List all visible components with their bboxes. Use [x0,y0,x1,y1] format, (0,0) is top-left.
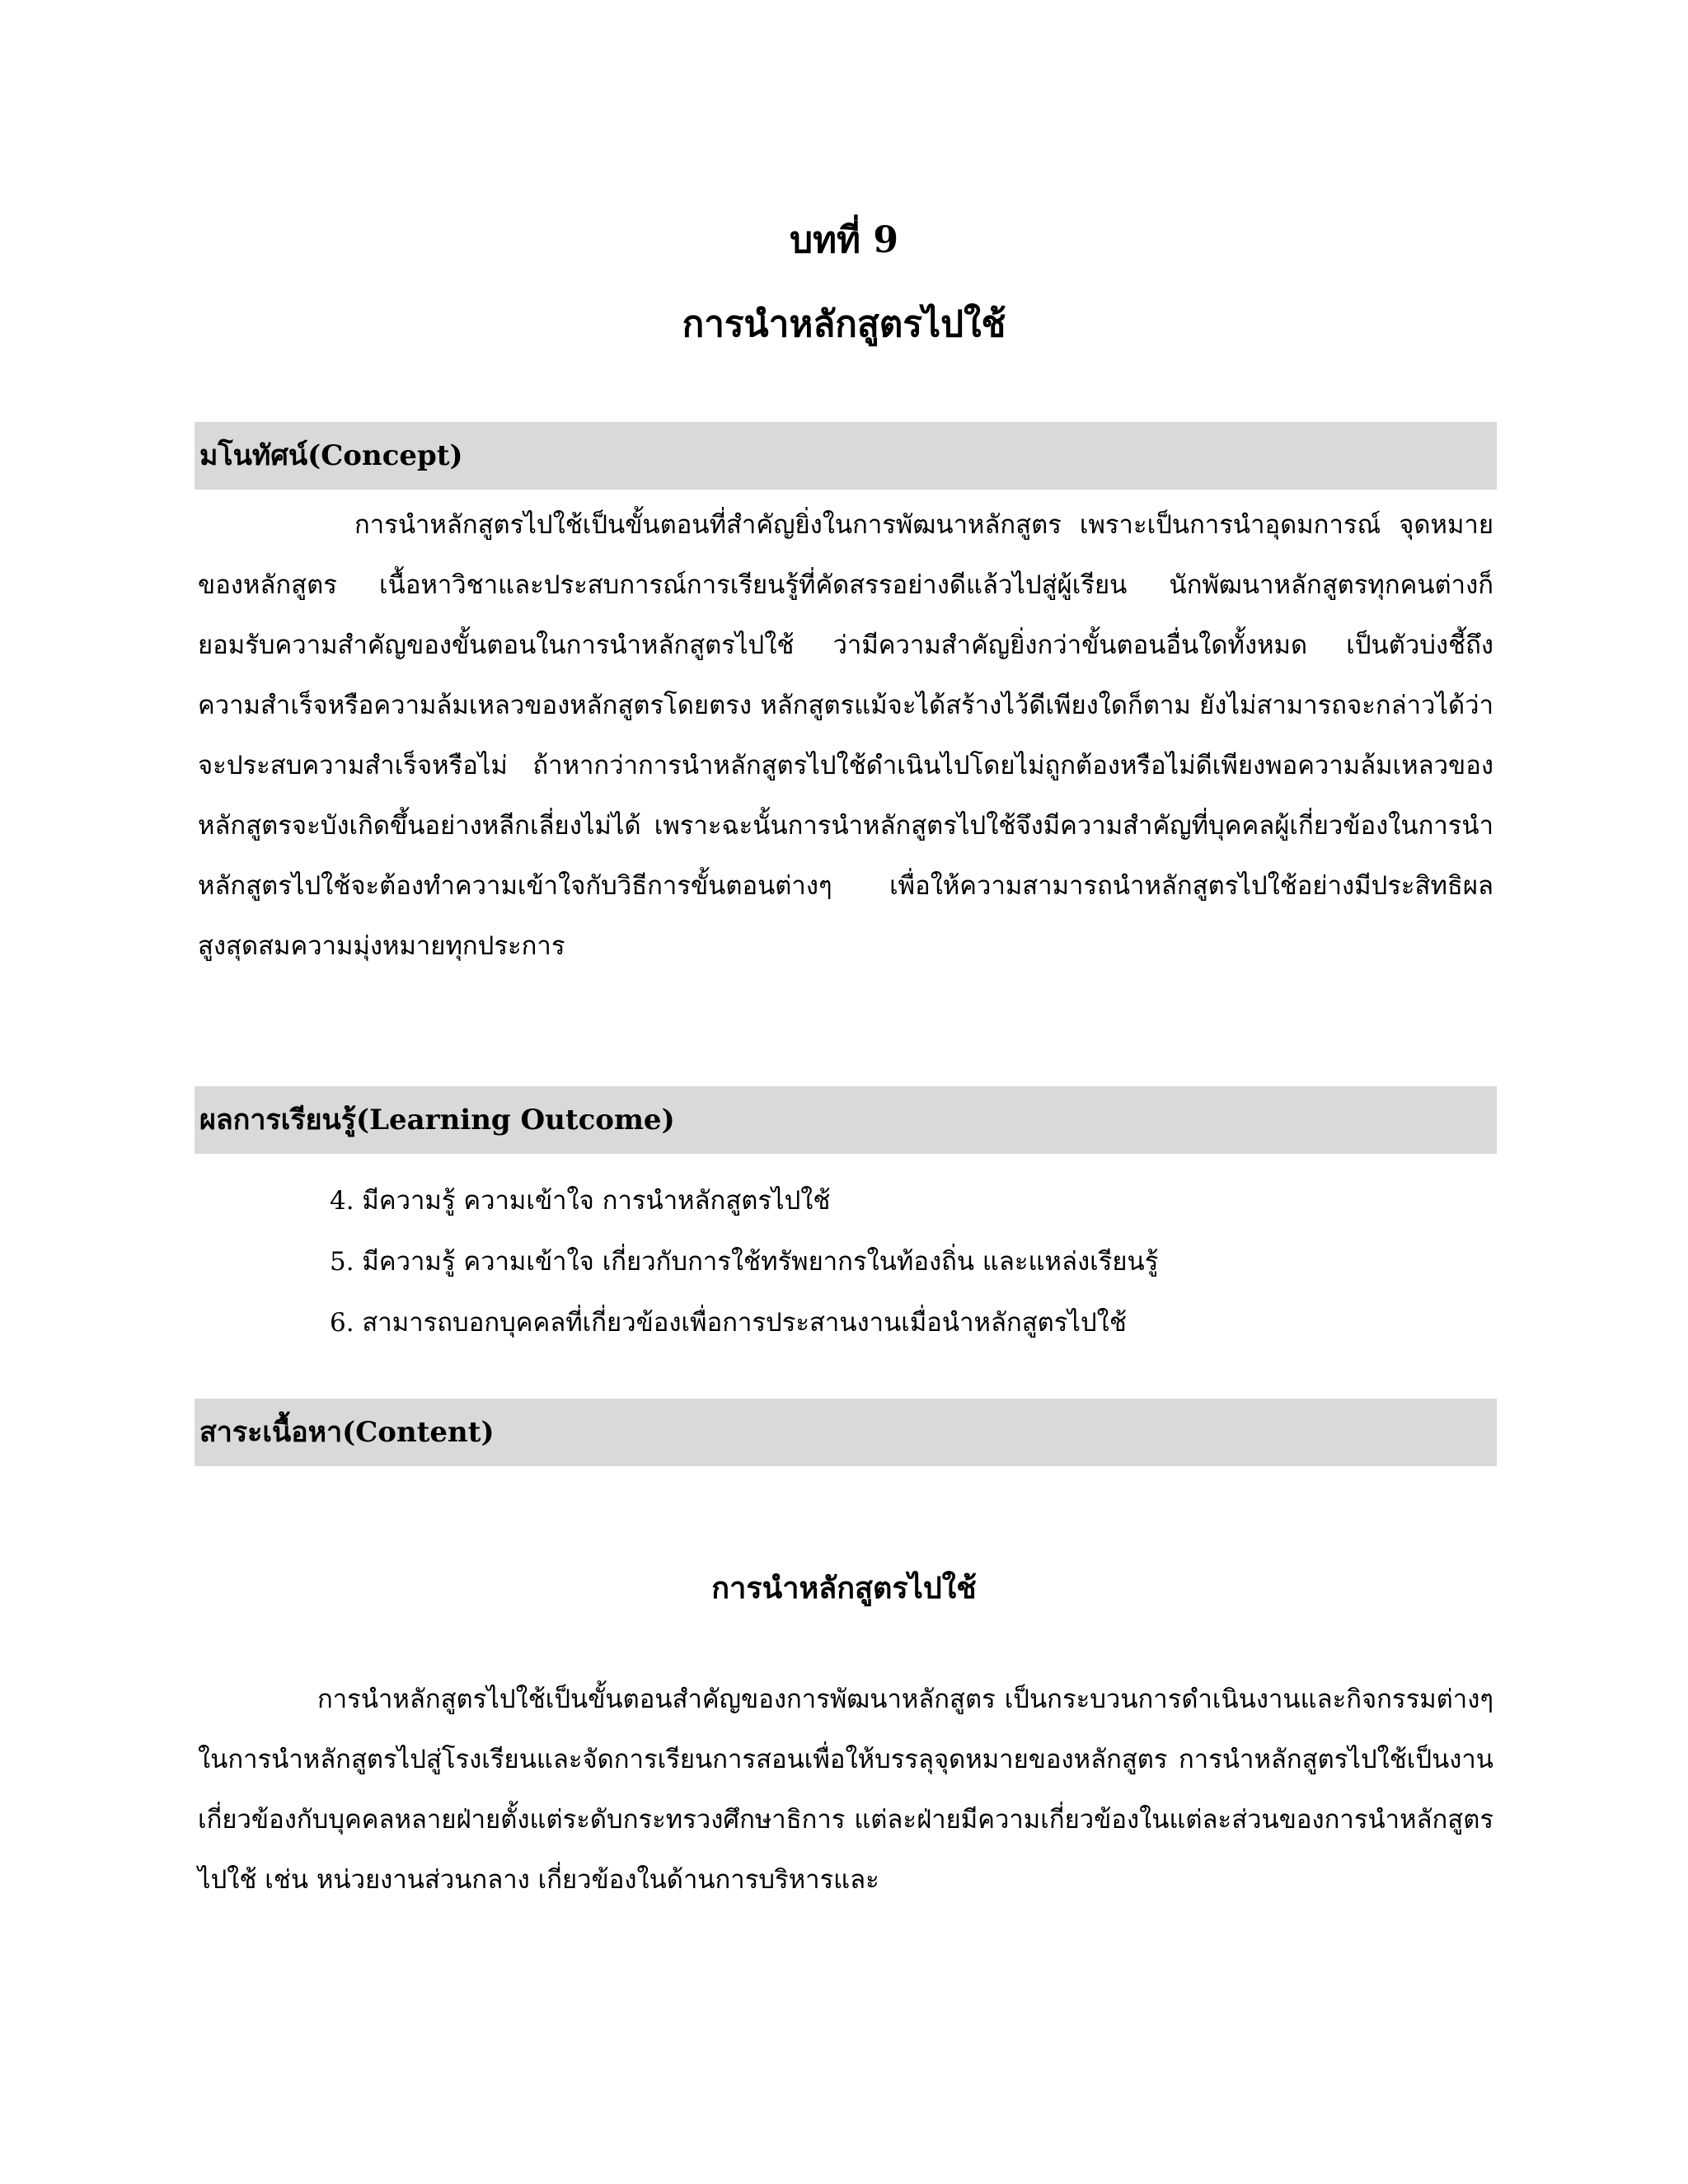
learning-outcome-item: 6. สามารถบอกบุคคลที่เกี่ยวข้องเพื่อการประสานงานเมื่อนำหลักสูตรไปใช้ [330,1308,1127,1338]
content-section-header [195,1399,1497,1466]
concept-body [198,495,1493,977]
learning-outcome-list [330,1170,1484,1353]
content-subheading: การนำหลักสูตรไปใช้ [711,1571,977,1605]
learning-outcome-item: 5. มีความรู้ ความเข้าใจ เกี่ยวกับการใช้ทรัพยากรในท้องถิ่น และแหล่งเรียนรู้ [330,1247,1159,1277]
chapter-number: บทที่ 9 [790,219,898,261]
content-paragraph: การนำหลักสูตรไปใช้เป็นขั้นตอนสำคัญของการพัฒนาหลักสูตร เป็นกระบวนการดำเนินงานและกิจกรรมต่างๆ ในการนำหลักสูตรไปสู่โรงเรียนและจัดการเรียนการสอนเพื่อให้บรรลุจุดหมายของหลักสูตร การนำหลักสูตรไปใช้เป็นงานเกี่ยวข้องกับบุคคลหลายฝ่ายตั้งแต่ระดับกระทรวงศึกษาธิการ แต่ละฝ่ายมีความเกี่ยวข้องในแต่ละส่วนของการนำหลักสูตรไปใช้ เช่น หน่วยงานส่วนกลาง เกี่ยวข้องในด้านการบริหารและ [198,1685,1493,1895]
learning-outcome-heading: ผลการเรียนรู้(Learning Outcome) [199,1104,675,1137]
content-heading: สาระเนื้อหา(Content) [199,1416,495,1449]
concept-section-header [195,422,1497,490]
content-body [198,1670,1493,1910]
chapter-title: การนำหลักสูตรไปใช้ [682,303,1006,345]
learning-outcome-item: 4. มีความรู้ ความเข้าใจ การนำหลักสูตรไปใช้ [330,1186,831,1216]
concept-paragraph: การนำหลักสูตรไปใช้เป็นขั้นตอนที่สำคัญยิ่งในการพัฒนาหลักสูตร เพราะเป็นการนำอุดมการณ์ จุดหมายของหลักสูตร เนื้อหาวิชาและประสบการณ์การเรียนรู้ที่คัดสรรอย่างดีแล้วไปสู่ผู้เรียน นักพัฒนาหลักสูตรทุกคนต่างก็ยอมรับความสำคัญของขั้นตอนในการนำหลักสูตรไปใช้ ว่ามีความสำคัญยิ่งกว่าขั้นตอนอื่นใดทั้งหมด เป็นตัวบ่งชี้ถึงความสำเร็จหรือความล้มเหลวของหลักสูตรโดยตรง หลักสูตรแม้จะได้สร้างไว้ดีเพียงใดก็ตาม ยังไม่สามารถจะกล่าวได้ว่าจะประสบความสำเร็จหรือไม่ ถ้าหากว่าการนำหลักสูตรไปใช้ดำเนินไปโดยไม่ถูกต้องหรือไม่ดีเพียงพอความล้มเหลวของหลักสูตรจะบังเกิดขึ้นอย่างหลีกเลี่ยงไม่ได้ เพราะฉะนั้นการนำหลักสูตรไปใช้จึงมีความสำคัญที่บุคคลผู้เกี่ยวข้องในการนำหลักสูตรไปใช้จะต้องทำความเข้าใจกับวิธีการขั้นตอนต่างๆ เพื่อให้ความสามารถนำหลักสูตรไปใช้อย่างมีประสิทธิผลสูงสุดสมความมุ่งหมายทุกประการ [198,510,1493,961]
learning-outcome-section-header [195,1086,1497,1154]
concept-heading: มโนทัศน์(Concept) [199,439,463,472]
